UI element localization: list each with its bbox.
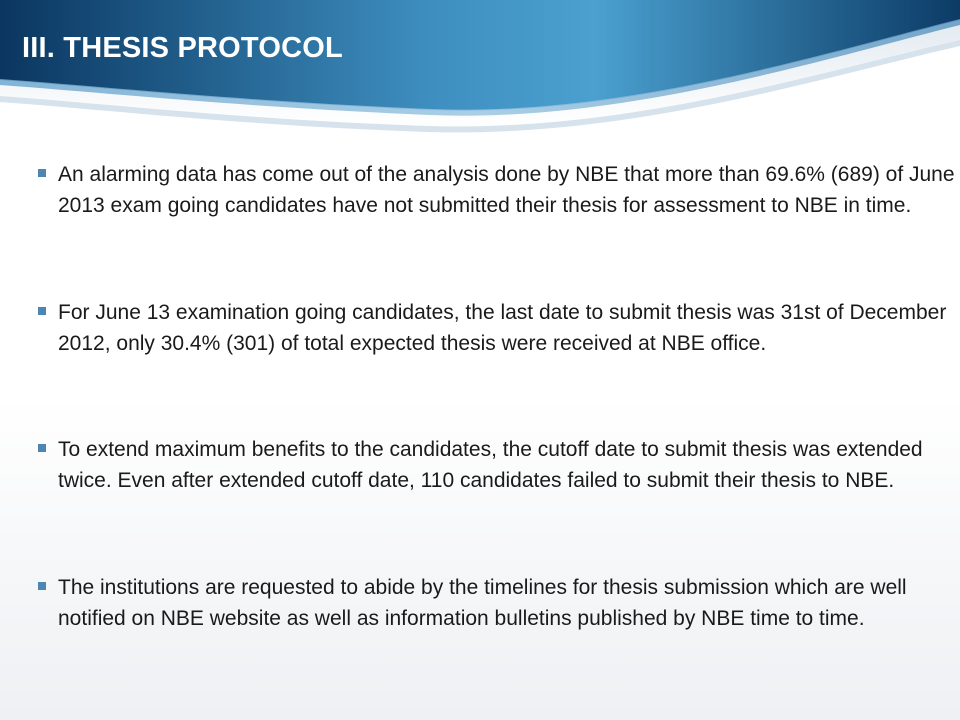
bullet-item xyxy=(58,434,958,496)
bullet-item xyxy=(58,297,958,359)
square-bullet-icon xyxy=(38,444,46,452)
slide-title: III. THESIS PROTOCOL xyxy=(22,32,343,64)
square-bullet-icon xyxy=(38,307,46,315)
bullet-item xyxy=(58,572,958,634)
bullet-text: To extend maximum benefits to the candidates, the cutoff date to submit thesis was extended twice. Even after extended cutoff date, 110 candidates failed to submit their thesis to NBE. xyxy=(58,438,923,492)
bullet-text: For June 13 examination going candidates, the last date to submit thesis was 31st of December 2012, only 30.4% (301) of total expected thesis were received at NBE office. xyxy=(58,301,947,355)
bullet-text: An alarming data has come out of the analysis done by NBE that more than 69.6% (689) of June 2013 exam going candidates have not submitted their thesis for assessment to NBE in time. xyxy=(58,163,955,217)
bullet-item xyxy=(58,159,958,221)
bullet-text: The institutions are requested to abide by the timelines for thesis submission which are well notified on NBE website as well as information bulletins published by NBE time to time. xyxy=(58,576,907,630)
square-bullet-icon xyxy=(38,169,46,177)
square-bullet-icon xyxy=(38,582,46,590)
